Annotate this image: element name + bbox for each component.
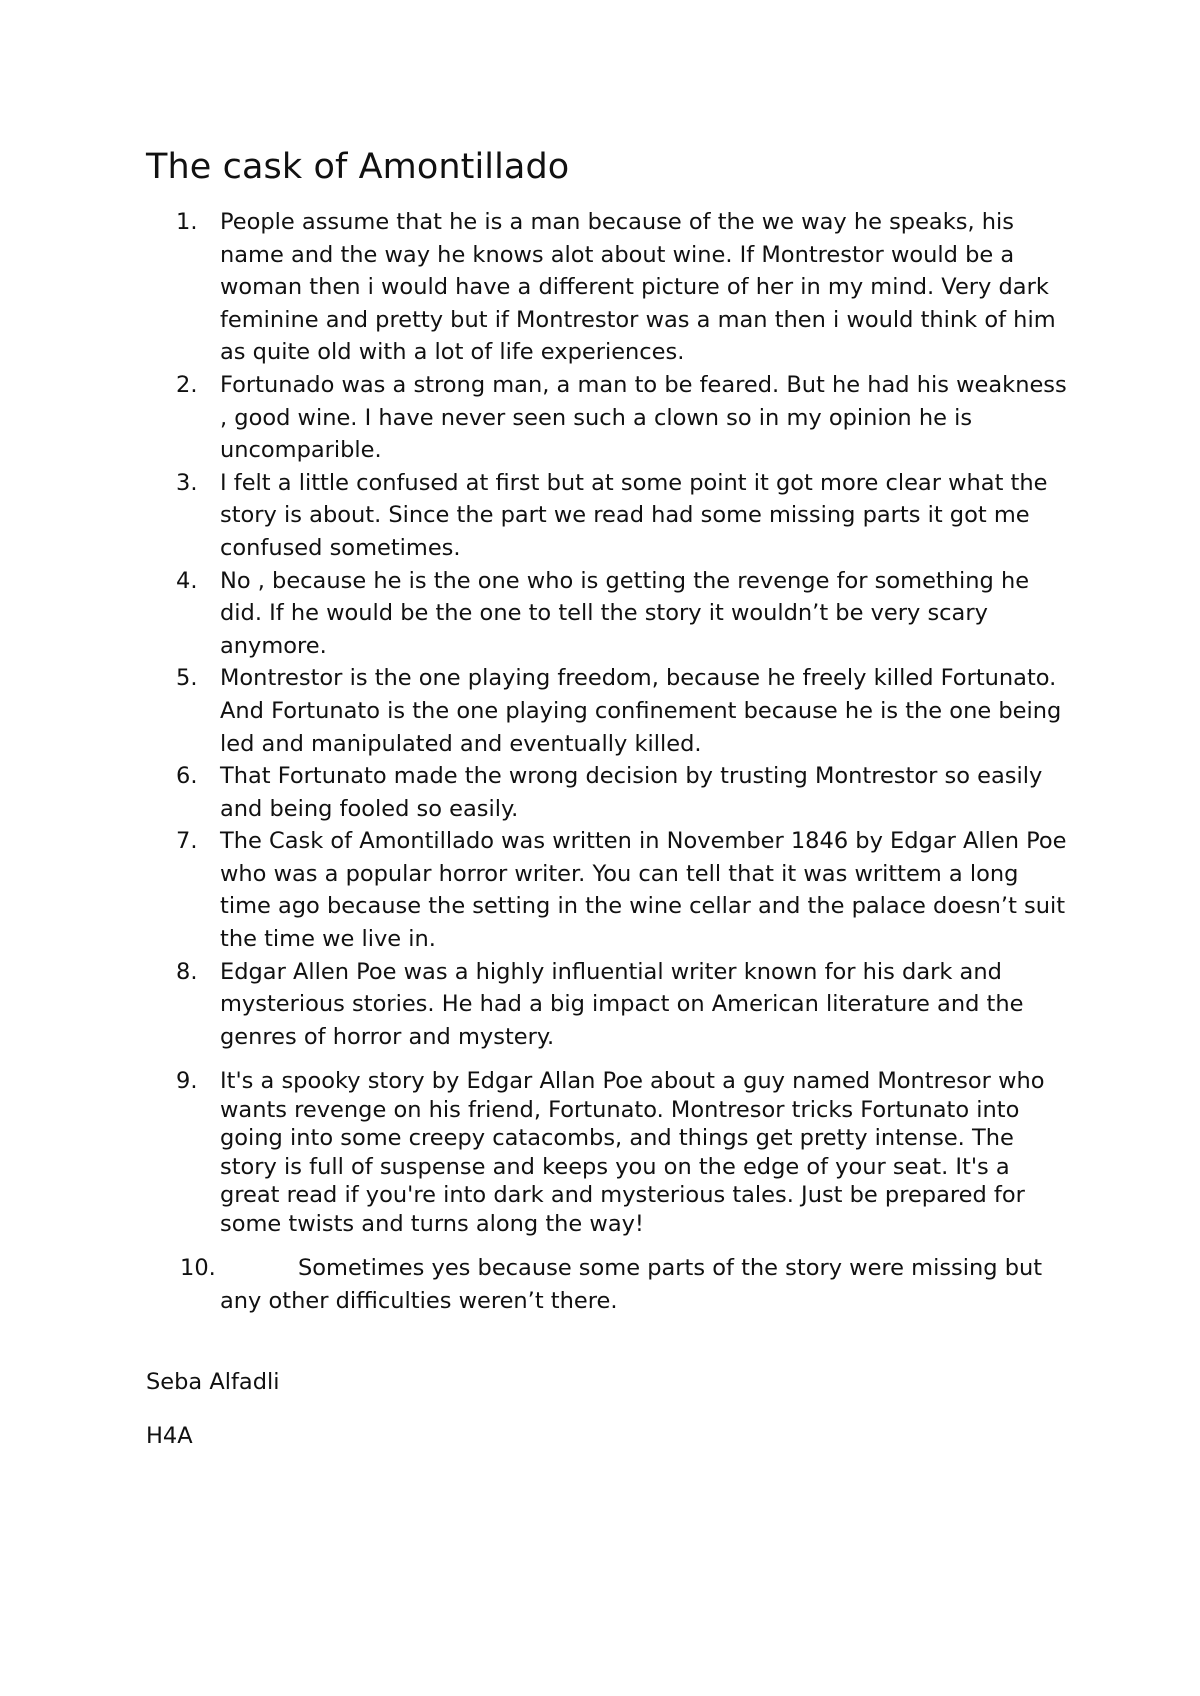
answer-number: 2. [176,371,198,398]
answer-item-7 [146,825,1076,955]
answer-number: 10. [180,1255,216,1282]
answer-text: It's a spooky story by Edgar Allan Poe about a guy named Montresor who wants revenge on his friend, Fortunato. Montresor tricks Fortunato into going into some creepy catacombs, and things get pretty intense. The story is full of suspense and keeps you on the edge of your seat. It's a great read if you're into dark and mysterious tales. Just be prepared for some twists and turns along the way! [220,1068,1045,1237]
answer-text: I felt a little confused at first but at some point it got more clear what the story is about. Since the part we read had some missing parts it got me confused sometimes. [220,469,1048,561]
answer-item-5 [146,662,1076,760]
answer-text: Montrestor is the one playing freedom, because he freely killed Fortunato. And Fortunato is the one playing confinement because he is the one being led and manipulated and eventually killed. [220,665,1062,757]
answer-list [146,206,1076,1318]
answer-text: Sometimes yes because some parts of the story were missing but any other difficulties weren’t there. [220,1255,1043,1315]
answer-number: 8. [176,958,198,985]
answer-text: Edgar Allen Poe was a highly influential writer known for his dark and mysterious stories. He had a big impact on American literature and the genres of horror and mystery. [220,958,1024,1050]
answer-number: 5. [176,665,198,692]
answer-item-9 [146,1067,1076,1238]
answer-number: 1. [176,209,198,235]
answer-item-4 [146,565,1076,663]
answer-item-8 [146,956,1076,1054]
answer-number: 9. [176,1068,198,1095]
answer-number: 6. [176,763,198,790]
document-title: The cask of Amontillado [146,147,570,187]
answer-text: That Fortunato made the wrong decision by trusting Montrestor so easily and being fooled so easily. [220,763,1043,822]
answer-number: 7. [176,828,198,855]
answer-item-3 [146,467,1076,565]
answer-text: The Cask of Amontillado was written in November 1846 by Edgar Allen Poe who was a popular horror writer. You can tell that it was writtem a long time ago because the setting in the wine cellar and the palace doesn’t suit the time we live in. [220,828,1067,953]
answer-item-2 [146,369,1076,467]
answer-text: No , because he is the one who is getting the revenge for something he did. If he would be the one to tell the story it wouldn’t be very scary anymore. [220,567,1030,659]
answer-item-1 [146,206,1076,369]
author-name: Seba Alfadli [146,1368,280,1395]
answer-item-10 [146,1252,1076,1317]
answer-number: 3. [176,469,198,496]
answer-text: Fortunado was a strong man, a man to be feared. But he had his weakness , good wine. I have never seen such a clown so in my opinion he is uncomparible. [220,371,1067,464]
document-page [146,142,1076,1452]
class-code: H4A [146,1422,193,1449]
answer-item-6 [146,760,1076,825]
answer-text: People assume that he is a man because of the we way he speaks, his name and the way he knows alot about wine. If Montrestor would be a woman then i would have a different picture of her in my mind. Very dark feminine and pretty but if Montrestor was a man then i would think of him as quite old with a lot of life experiences. [220,209,1056,366]
answer-number: 4. [176,567,198,594]
